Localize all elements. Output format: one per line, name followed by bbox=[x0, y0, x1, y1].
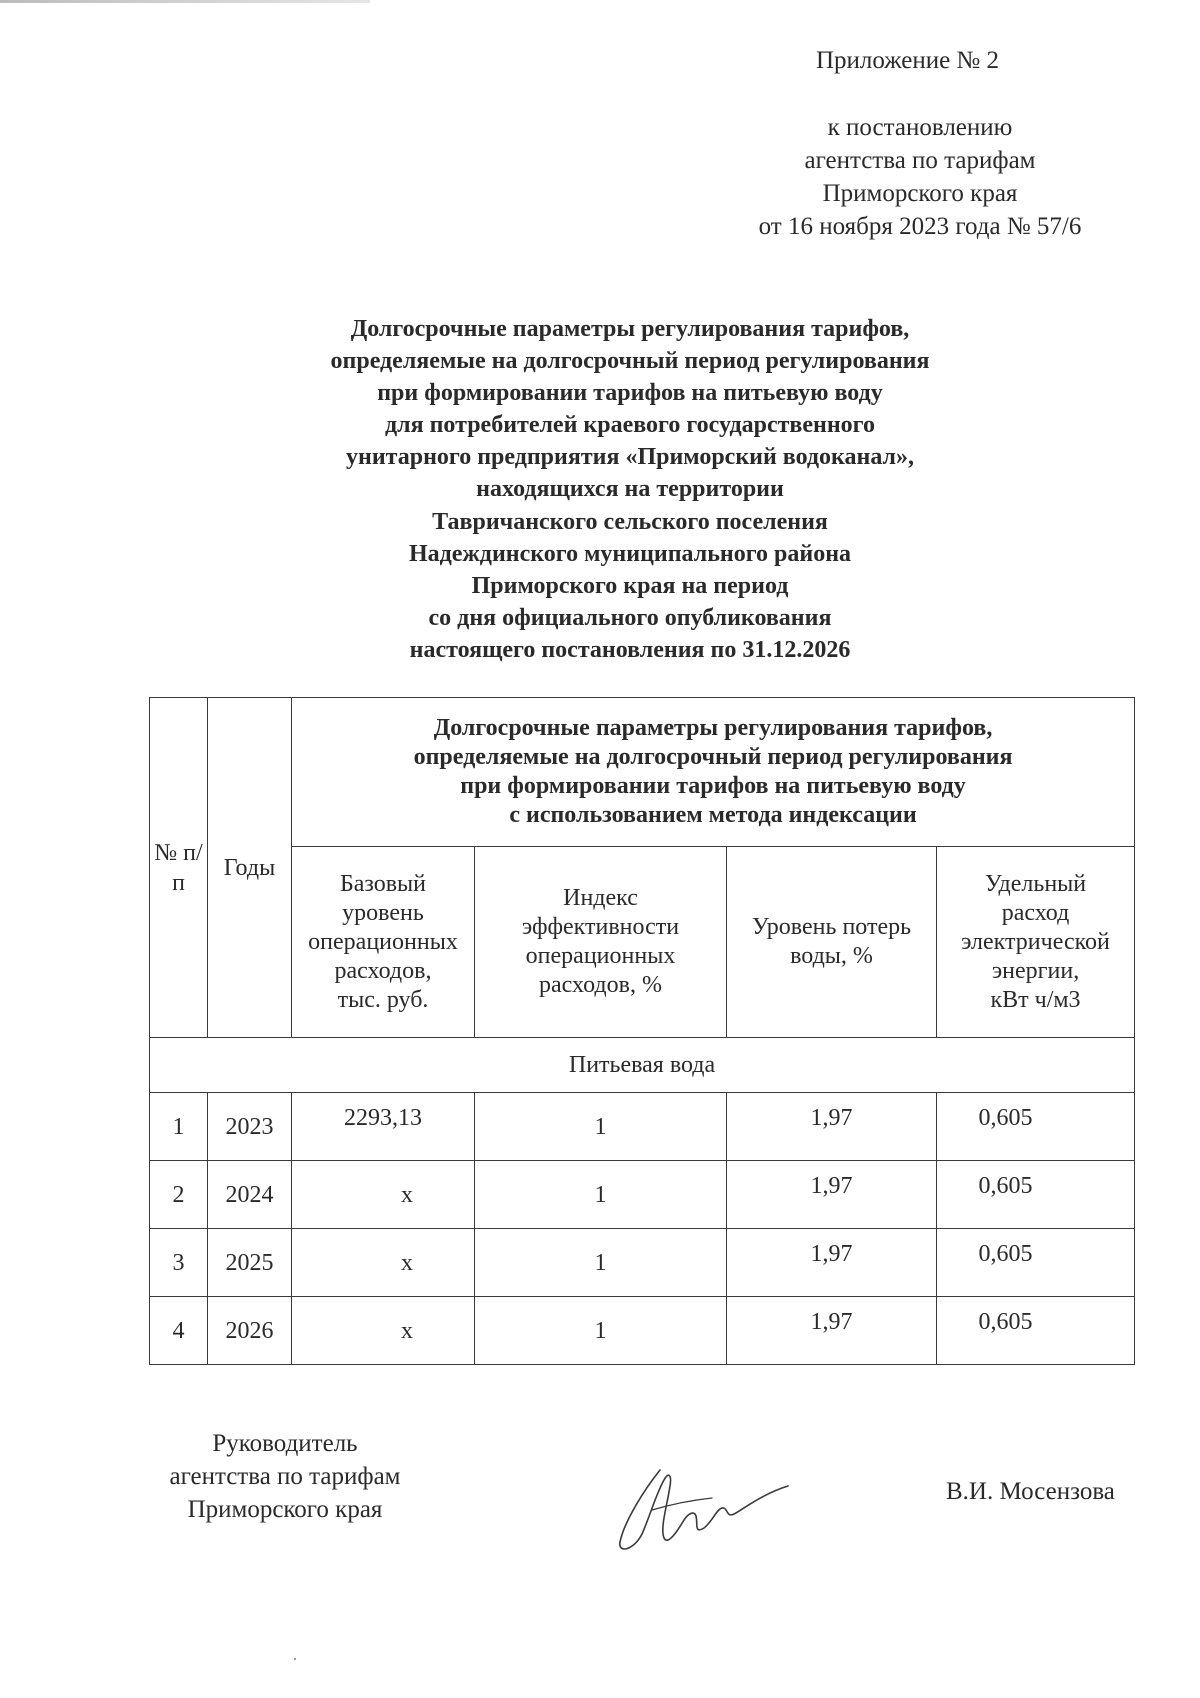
appendix-line-2: агентства по тарифам bbox=[804, 147, 1036, 174]
title-line: настоящего постановления по 31.12.2026 bbox=[409, 636, 851, 663]
table-row bbox=[150, 1229, 1135, 1297]
header-base-line: тыс. руб. bbox=[337, 986, 429, 1013]
cell-base: 2293,13 bbox=[292, 1093, 475, 1161]
signatory-position bbox=[150, 1427, 420, 1526]
header-years: Годы bbox=[208, 698, 292, 1038]
header-base-line: операционных bbox=[308, 928, 458, 955]
cell-year: 2024 bbox=[208, 1161, 292, 1229]
title-line: Долгосрочные параметры регулирования тарифов, bbox=[350, 316, 910, 342]
header-number: № п/п bbox=[150, 698, 208, 1038]
header-energy-consumption bbox=[937, 847, 1135, 1038]
cell-year: 2023 bbox=[208, 1093, 292, 1161]
table-row bbox=[150, 1093, 1135, 1161]
cell-index: 1 bbox=[475, 1297, 727, 1365]
cell-year: 2026 bbox=[208, 1297, 292, 1365]
cell-loss: 1,97 bbox=[727, 1093, 937, 1161]
cell-number: 3 bbox=[150, 1229, 208, 1297]
cell-energy: 0,605 bbox=[937, 1161, 1135, 1229]
cell-index: 1 bbox=[475, 1161, 727, 1229]
appendix-line-1: к постановлению bbox=[827, 114, 1013, 141]
signatory-position-line: Руководитель bbox=[212, 1430, 358, 1457]
table-row bbox=[150, 1297, 1135, 1365]
cell-number: 1 bbox=[150, 1093, 208, 1161]
header-index-line: эффективности bbox=[521, 914, 680, 940]
title-line: определяемые на долгосрочный период регулирования bbox=[330, 348, 930, 375]
header-efficiency-index bbox=[475, 847, 727, 1038]
signatory-position-line: Приморского края bbox=[187, 1496, 383, 1523]
header-energy-line: кВт ч/м3 bbox=[990, 986, 1081, 1013]
header-group-line: с использованием метода индексации bbox=[509, 802, 917, 828]
header-index-line: Индекс bbox=[563, 885, 638, 911]
cell-base: х bbox=[292, 1161, 475, 1229]
header-energy-line: энергии, bbox=[991, 957, 1080, 984]
section-label: Питьевая вода bbox=[150, 1038, 1135, 1093]
cell-energy: 0,605 bbox=[937, 1229, 1135, 1297]
header-energy-line: расход bbox=[1001, 899, 1070, 926]
cell-loss: 1,97 bbox=[727, 1297, 937, 1365]
scan-edge bbox=[0, 0, 370, 3]
cell-number: 2 bbox=[150, 1161, 208, 1229]
title-line: для потребителей краевого государственного bbox=[385, 412, 875, 439]
document-title bbox=[200, 313, 1060, 666]
title-line: унитарного предприятия «Приморский водоканал», bbox=[345, 444, 915, 471]
header-base-expenses bbox=[292, 847, 475, 1038]
header-energy-line: Удельный bbox=[984, 870, 1087, 897]
cell-base: х bbox=[292, 1229, 475, 1297]
header-group-line: при формировании тарифов на питьевую воду bbox=[460, 773, 966, 799]
cell-number: 4 bbox=[150, 1297, 208, 1365]
cell-index: 1 bbox=[475, 1229, 727, 1297]
header-base-line: расходов, bbox=[334, 957, 432, 984]
appendix-number: Приложение № 2 bbox=[816, 47, 1000, 74]
parameters-table bbox=[149, 697, 1135, 1365]
title-line: Тавричанского сельского поселения bbox=[432, 508, 828, 535]
appendix-line-4: от 16 ноября 2023 года № 57/6 bbox=[758, 213, 1082, 240]
title-line: со дня официального опубликования bbox=[428, 604, 832, 631]
header-base-line: Базовый bbox=[339, 870, 427, 897]
title-line: Приморского края на период bbox=[471, 572, 789, 599]
cell-energy: 0,605 bbox=[937, 1093, 1135, 1161]
cell-loss: 1,97 bbox=[727, 1161, 937, 1229]
cell-index: 1 bbox=[475, 1093, 727, 1161]
scan-speck bbox=[294, 1658, 296, 1660]
header-index-line: расходов, % bbox=[539, 972, 662, 998]
cell-year: 2025 bbox=[208, 1229, 292, 1297]
title-line: находящихся на территории bbox=[476, 476, 784, 503]
title-line: при формировании тарифов на питьевую воду bbox=[377, 380, 883, 407]
handwritten-signature bbox=[612, 1450, 792, 1560]
appendix-line-3: Приморского края bbox=[822, 180, 1018, 207]
header-group-line: определяемые на долгосрочный период регулирования bbox=[413, 744, 1013, 770]
header-water-loss bbox=[727, 847, 937, 1038]
cell-loss: 1,97 bbox=[727, 1229, 937, 1297]
header-group bbox=[292, 698, 1135, 847]
cell-base: х bbox=[292, 1297, 475, 1365]
header-energy-line: электрической bbox=[961, 928, 1110, 955]
header-base-line: уровень bbox=[342, 899, 424, 926]
header-loss-line: воды, % bbox=[790, 943, 873, 969]
signatory-name: В.И. Мосензова bbox=[946, 1478, 1115, 1505]
table-row bbox=[150, 1161, 1135, 1229]
cell-energy: 0,605 bbox=[937, 1297, 1135, 1365]
header-index-line: операционных bbox=[525, 943, 676, 969]
title-line: Надеждинского муниципального района bbox=[408, 540, 852, 567]
header-loss-line: Уровень потерь bbox=[751, 914, 912, 940]
header-group-line: Долгосрочные параметры регулирования тарифов, bbox=[433, 715, 993, 741]
signatory-position-line: агентства по тарифам bbox=[169, 1463, 401, 1490]
